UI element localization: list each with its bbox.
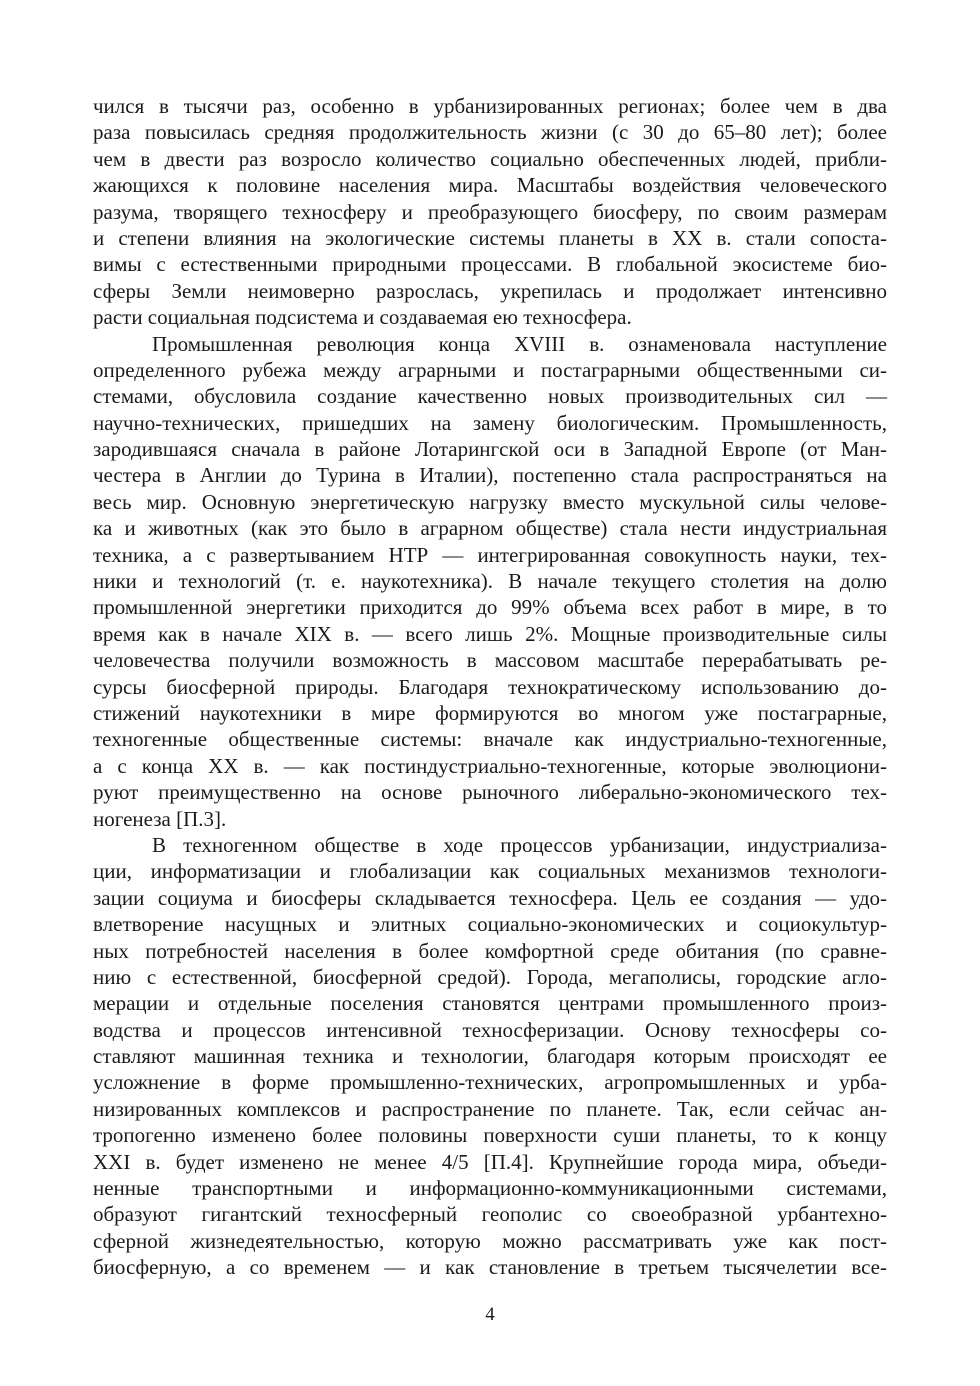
- body-text: [93, 93, 887, 1281]
- text-line: ненные транспортными и информационно-коммуникационными системами,: [93, 1176, 887, 1201]
- text-line: образуют гигантский техносферный геополис со своеобразной урбантехно-: [93, 1202, 887, 1227]
- text-line: весь мир. Основную энергетическую нагрузку вместо мускульной силы челове-: [93, 489, 887, 514]
- text-line: научно-технических, пришедших на замену биологическим. Промышленность,: [93, 410, 887, 435]
- text-line: чем в двести раз возросло количество социально обеспеченных людей, прибли-: [93, 146, 887, 171]
- text-line: чился в тысячи раз, особенно в урбанизированных регионах; более чем в два: [93, 94, 887, 118]
- text-line: честера в Англии до Турина в Италии), постепенно стала распространяться на: [93, 463, 887, 488]
- text-line: биосферную, а со временем — и как становление в третьем тысячелетии все-: [93, 1255, 887, 1280]
- text-line: усложнение в форме промышленно-технических, агропромышленных и урба-: [93, 1070, 887, 1095]
- text-line: время как в начале XIX в. — всего лишь 2%. Мощные производительные силы: [93, 621, 887, 646]
- text-line: сферы Земли неимоверно разрослась, укрепилась и продолжает интенсивно: [93, 278, 887, 303]
- text-line: В техногенном обществе в ходе процессов урбанизации, индустриализа-: [152, 832, 887, 857]
- text-line: нию с естественной, биосферной средой). Города, мегаполисы, городские агло-: [93, 964, 887, 989]
- text-line: зации социума и биосферы складывается техносфера. Цель ее создания — удо-: [93, 885, 887, 910]
- text-line: промышленной энергетики приходится до 99% объема всех работ в мире, в то: [93, 595, 887, 620]
- text-line: стемами, обусловила создание качественно новых производительных сил —: [93, 384, 887, 409]
- text-line: низированных комплексов и распространение по планете. Так, если сейчас ан-: [93, 1096, 887, 1121]
- text-line: техногенные общественные системы: вначале как индустриально-техногенные,: [93, 727, 887, 752]
- text-line: техника, а с развертыванием НТР — интегрированная совокупность науки, тех-: [93, 542, 887, 567]
- text-line: а с конца XX в. — как постиндустриально-техногенные, которые эволюциони-: [93, 753, 887, 778]
- text-line: ка и животных (как это было в аграрном обществе) стала нести индустриальная: [93, 516, 887, 541]
- text-line: Промышленная революция конца XVIII в. ознаменовала наступление: [152, 331, 887, 356]
- text-line: руют преимущественно на основе рыночного либерально-экономического тех-: [93, 780, 887, 805]
- text-line: стижений наукотехники в мире формируются во многом уже постаграрные,: [93, 700, 887, 725]
- text-line: расти социальная подсистема и создаваемая ею техносфера.: [93, 305, 632, 330]
- text-line: разума, творящего техносферу и преобразующего биосферу, по своим размерам: [93, 199, 887, 224]
- text-line: XXI в. будет изменено не менее 4/5 [П.4]. Крупнейшие города мира, объеди-: [93, 1149, 887, 1174]
- text-line: вимы с естественными природными процессами. В глобальной экосистеме био-: [93, 252, 887, 277]
- text-line: жающихся к половине населения мира. Масштабы воздействия человеческого: [93, 173, 887, 198]
- text-line: раза повысилась средняя продолжительность жизни (с 30 до 65–80 лет); более: [93, 120, 887, 145]
- text-line: ции, информатизации и глобализации как социальных механизмов технологи-: [93, 859, 887, 884]
- text-line: определенного рубежа между аграрными и постаграрными общественными си-: [93, 357, 887, 382]
- text-line: мерации и отдельные поселения становятся центрами промышленного произ-: [93, 991, 887, 1016]
- page-number: 4: [485, 1304, 495, 1325]
- text-line: ставляют машинная техника и технологии, благодаря которым происходят ее: [93, 1044, 887, 1069]
- text-line: тропогенно изменено более половины поверхности суши планеты, то к концу: [93, 1123, 887, 1148]
- text-line: человечества получили возможность в массовом масштабе перерабатывать ре-: [93, 648, 887, 673]
- text-line: сферной жизнедеятельностью, которую можно рассматривать уже как пост-: [93, 1228, 887, 1253]
- text-line: сурсы биосферной природы. Благодаря технократическому использованию до-: [93, 674, 887, 699]
- text-line: ники и технологий (т. е. наукотехника). В начале текущего столетия на долю: [93, 569, 887, 594]
- text-line: водства и процессов интенсивной техносферизации. Основу техносферы со-: [93, 1017, 887, 1042]
- text-line: влетворение насущных и элитных социально-экономических и социокультур-: [93, 912, 887, 937]
- text-line: зародившаяся сначала в районе Лотарингской оси в Западной Европе (от Ман-: [93, 437, 887, 462]
- text-line: ногенеза [П.3].: [93, 806, 227, 831]
- text-line: ных потребностей населения в более комфортной среде обитания (по сравне-: [93, 938, 887, 963]
- text-line: и степени влияния на экологические системы планеты в XX в. стали сопоста-: [93, 225, 887, 250]
